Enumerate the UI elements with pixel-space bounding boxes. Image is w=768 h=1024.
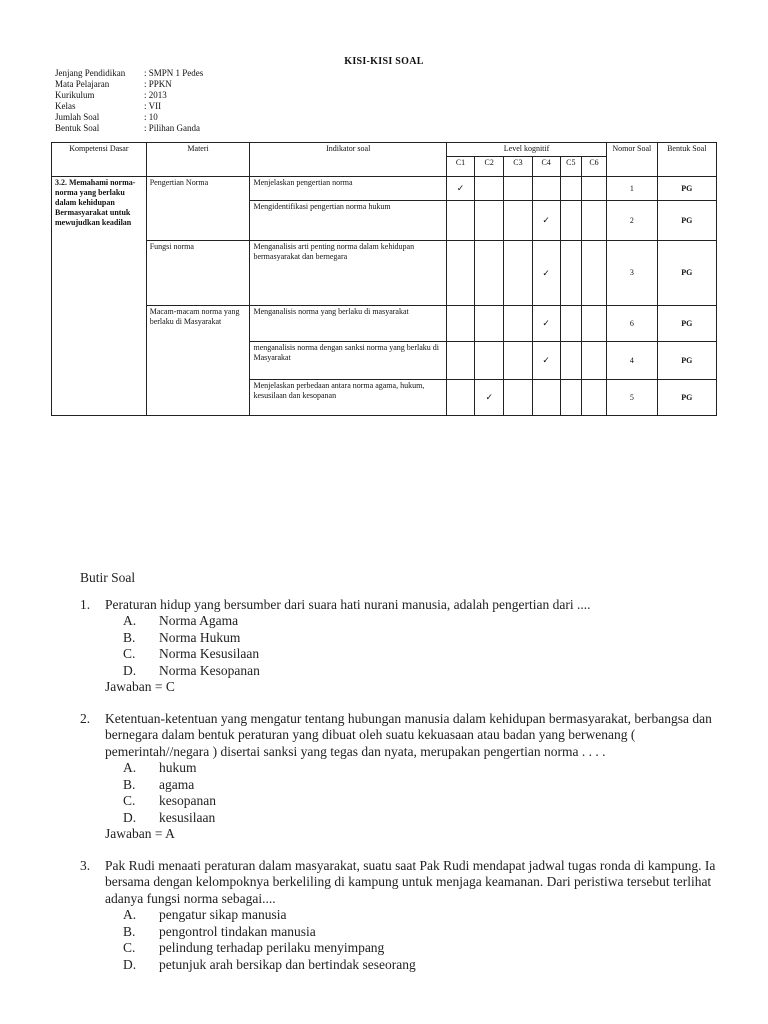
meta-row xyxy=(55,90,203,101)
nomor-cell: 4 xyxy=(607,342,657,380)
question-number: 1. xyxy=(80,596,91,612)
option-letter: B. xyxy=(123,629,136,645)
option-letter: D. xyxy=(123,809,137,825)
bentuk-cell: PG xyxy=(657,177,717,201)
indikator-cell: Mengidentifikasi pengertian norma hukum xyxy=(250,201,446,241)
question-block xyxy=(80,597,720,696)
indikator-cell: menganalisis norma dengan sanksi norma yang berlaku di Masyarakat xyxy=(250,342,446,380)
level-cell xyxy=(475,380,504,416)
meta-row xyxy=(55,101,203,112)
check-icon: ✓ xyxy=(456,183,465,193)
option-text: Norma Agama xyxy=(159,613,239,628)
meta-key: Jumlah Soal xyxy=(55,112,100,122)
question-number: 3. xyxy=(80,857,91,873)
option-text: Norma Kesusilaan xyxy=(159,646,260,661)
check-icon: ✓ xyxy=(542,355,550,365)
option-letter: D. xyxy=(123,956,137,972)
check-icon: ✓ xyxy=(542,267,550,278)
check-icon: ✓ xyxy=(542,215,550,225)
meta-row xyxy=(55,79,203,90)
option xyxy=(123,613,720,630)
indikator-cell: Menganalisis arti penting norma dalam kehidupan bermasyarakat dan bernegara xyxy=(250,241,446,306)
bentuk-cell: PG xyxy=(657,201,717,241)
header-level-c5: C5 xyxy=(560,157,581,177)
meta-value: : PPKN xyxy=(144,79,172,89)
question-stem: Peraturan hidup yang bersumber dari suara hati nurani manusia, adalah pengertian dari .... xyxy=(105,596,591,612)
option-text: kesusilaan xyxy=(159,809,216,825)
option xyxy=(123,793,720,810)
option xyxy=(123,663,720,680)
meta-value: : SMPN 1 Pedes xyxy=(144,68,204,78)
level-cell xyxy=(581,342,606,380)
bentuk-cell: PG xyxy=(657,342,717,380)
option-text: pengatur sikap manusia xyxy=(159,907,287,922)
level-cell xyxy=(560,306,581,342)
option-text: kesopanan xyxy=(159,793,216,808)
meta-value: : 10 xyxy=(144,112,158,122)
question xyxy=(80,858,720,908)
level-cell xyxy=(446,342,474,380)
option xyxy=(123,940,720,957)
meta-key: Bentuk Soal xyxy=(55,123,100,133)
option xyxy=(123,810,720,827)
option-letter: A. xyxy=(123,613,137,628)
table-row xyxy=(52,306,717,342)
header-level-c3: C3 xyxy=(504,157,532,177)
nomor-cell: 6 xyxy=(607,306,657,342)
header-kompetensi: Kompetensi Dasar xyxy=(52,143,147,177)
meta-row xyxy=(55,68,203,79)
question-block xyxy=(80,711,720,843)
header-bentuk: Bentuk Soal xyxy=(657,143,717,177)
header-nomor: Nomor Soal xyxy=(607,143,657,177)
butir-heading: Butir Soal xyxy=(80,570,136,585)
option-letter: B. xyxy=(123,776,136,792)
level-cell xyxy=(560,241,581,306)
materi-cell: Macam-macam norma yang berlaku di Masyarakat xyxy=(146,306,250,416)
option xyxy=(123,907,720,924)
level-cell xyxy=(504,177,532,201)
bentuk-cell: PG xyxy=(657,306,717,342)
option-letter: A. xyxy=(123,907,137,922)
indikator-cell: Menjelaskan perbedaan antara norma agama, hukum, kesusilaan dan kesopanan xyxy=(250,380,446,416)
header-level-c2: C2 xyxy=(475,157,504,177)
level-cell xyxy=(532,306,560,342)
header-level-c6: C6 xyxy=(581,157,606,177)
bentuk-cell: PG xyxy=(657,380,717,416)
option-letter: C. xyxy=(123,940,136,955)
check-icon: ✓ xyxy=(542,318,550,328)
level-cell xyxy=(446,306,474,342)
question-stem: Ketentuan-ketentuan yang mengatur tentang hubungan manusia dalam kehidupan bermasyarakat, berbangsa dan bernegara dalam bentuk peraturan yang dibuat oleh suatu kekuasaan atau badan yang berwenang ( pemerintah//negara ) disertai sanksi yang tegas dan nyata, merupakan pengertian norma . . . . xyxy=(105,710,712,759)
level-cell xyxy=(532,342,560,380)
materi-cell: Fungsi norma xyxy=(146,241,250,306)
materi-cell: Pengertian Norma xyxy=(146,177,250,241)
level-cell xyxy=(581,241,606,306)
level-cell xyxy=(446,380,474,416)
option xyxy=(123,957,720,974)
option xyxy=(123,924,720,941)
meta-key: Jenjang Pendidikan xyxy=(55,68,126,78)
level-cell xyxy=(475,201,504,241)
level-cell xyxy=(581,177,606,201)
option xyxy=(123,777,720,794)
question-block xyxy=(80,858,720,974)
option-text: pengontrol tindakan manusia xyxy=(159,923,316,939)
bentuk-cell: PG xyxy=(657,241,717,306)
level-cell xyxy=(560,201,581,241)
question-number: 2. xyxy=(80,710,91,726)
kisi-kisi-table xyxy=(51,142,717,416)
meta-row xyxy=(55,112,203,123)
level-cell xyxy=(581,380,606,416)
meta-value: : 2013 xyxy=(144,90,167,100)
indikator-cell: Menjelaskan pengertian norma xyxy=(250,177,446,201)
level-cell xyxy=(532,380,560,416)
check-icon: ✓ xyxy=(485,392,493,402)
header-materi: Materi xyxy=(146,143,250,177)
question-stem: Pak Rudi menaati peraturan dalam masyarakat, suatu saat Pak Rudi mendapat jadwal tugas ronda di kampung. Ia bersama dengan kelompoknya berkeliling di kampung untuk menjaga keamanan. Dari peristiwa tersebut terlihat adanya fungsi norma sebagai.... xyxy=(105,857,716,906)
nomor-cell: 1 xyxy=(607,177,657,201)
option xyxy=(123,646,720,663)
level-cell xyxy=(446,201,474,241)
header-indikator: Indikator soal xyxy=(250,143,446,177)
option-text: agama xyxy=(159,776,195,792)
level-cell xyxy=(532,241,560,306)
option-text: hukum xyxy=(159,760,197,775)
header-level-c4: C4 xyxy=(532,157,560,177)
question xyxy=(80,597,720,614)
kompetensi-dasar-cell: 3.2. Memahami norma-norma yang berlaku dalam kehidupan Bermasyarakat untuk mewujudkan keadilan xyxy=(52,177,147,416)
document-title: KISI-KISI SOAL xyxy=(344,56,424,67)
level-cell xyxy=(446,241,474,306)
nomor-cell: 5 xyxy=(607,380,657,416)
document-meta xyxy=(55,68,203,134)
option-letter: B. xyxy=(123,923,136,939)
level-cell xyxy=(581,306,606,342)
level-cell xyxy=(581,201,606,241)
level-cell xyxy=(560,380,581,416)
indikator-cell: Menganalisis norma yang berlaku di masyarakat xyxy=(250,306,446,342)
nomor-cell: 3 xyxy=(607,241,657,306)
option-text: Norma Kesopanan xyxy=(159,662,260,678)
answer: Jawaban = A xyxy=(105,826,175,841)
answer: Jawaban = C xyxy=(105,679,175,694)
header-level-c1: C1 xyxy=(446,157,474,177)
option-text: Norma Hukum xyxy=(159,629,241,645)
nomor-cell: 2 xyxy=(607,201,657,241)
header-level: Level kognitif xyxy=(446,143,606,157)
meta-value: : VII xyxy=(144,101,162,111)
meta-key: Kelas xyxy=(55,101,76,111)
option-letter: C. xyxy=(123,793,136,808)
option xyxy=(123,760,720,777)
meta-row xyxy=(55,123,203,134)
level-cell xyxy=(475,306,504,342)
option-text: petunjuk arah bersikap dan bertindak seseorang xyxy=(159,956,416,972)
level-cell xyxy=(475,177,504,201)
level-cell xyxy=(504,241,532,306)
level-cell xyxy=(504,380,532,416)
table-row xyxy=(52,177,717,201)
table-row xyxy=(52,241,717,306)
level-cell xyxy=(504,342,532,380)
question xyxy=(80,711,720,761)
option xyxy=(123,630,720,647)
level-cell xyxy=(532,177,560,201)
level-cell xyxy=(446,177,474,201)
option-letter: A. xyxy=(123,760,137,775)
option-letter: C. xyxy=(123,646,136,661)
level-cell xyxy=(475,241,504,306)
meta-key: Kurikulum xyxy=(55,90,95,100)
butir-soal xyxy=(80,570,720,973)
meta-key: Mata Pelajaran xyxy=(55,79,110,89)
option-letter: D. xyxy=(123,662,137,678)
level-cell xyxy=(475,342,504,380)
level-cell xyxy=(504,306,532,342)
level-cell xyxy=(560,177,581,201)
level-cell xyxy=(504,201,532,241)
option-text: pelindung terhadap perilaku menyimpang xyxy=(159,940,385,955)
level-cell xyxy=(532,201,560,241)
level-cell xyxy=(560,342,581,380)
meta-value: : Pilihan Ganda xyxy=(144,123,200,133)
